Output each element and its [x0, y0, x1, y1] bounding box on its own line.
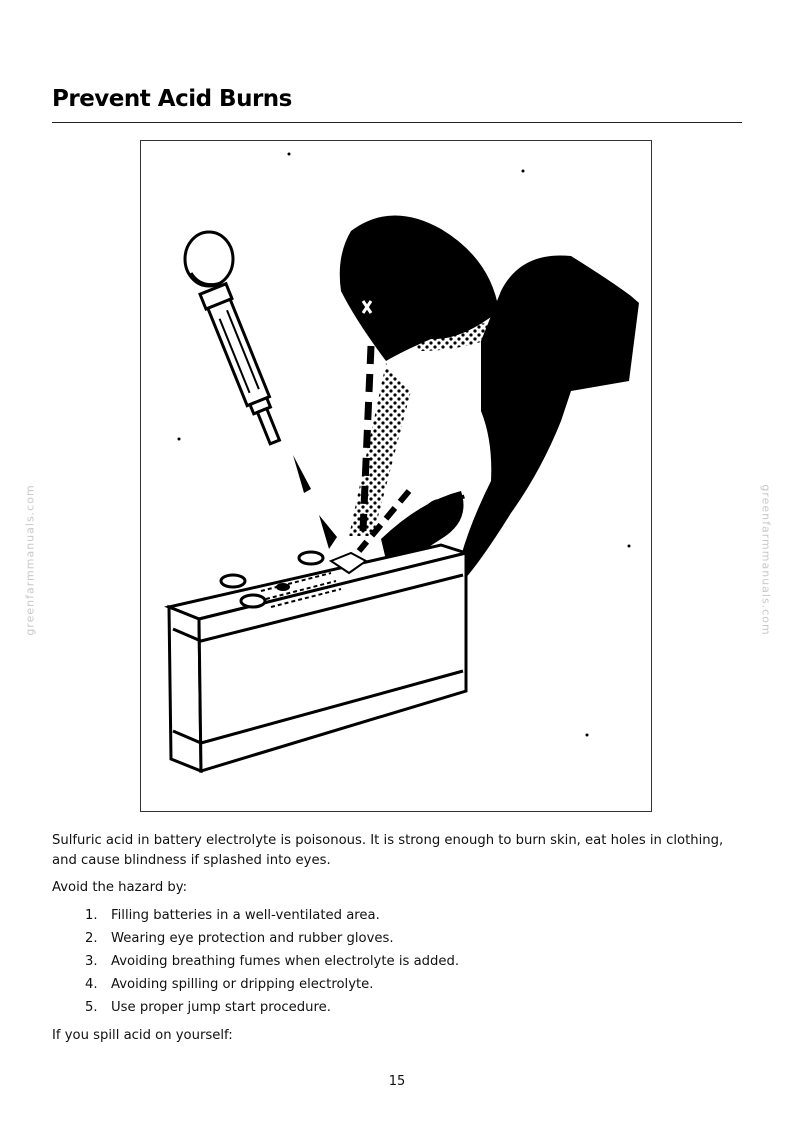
title-divider [52, 122, 742, 123]
hydrometer-icon [185, 232, 288, 447]
list-text: Filling batteries in a well-ventilated area. [111, 908, 380, 923]
list-number: 1. [85, 908, 98, 923]
page-title: Prevent Acid Burns [52, 86, 292, 112]
acid-drop-icon [319, 515, 337, 549]
acid-burn-illustration [140, 140, 652, 812]
page-number: 15 [388, 1074, 406, 1089]
list-number: 3. [85, 954, 98, 969]
list-number: 5. [85, 1000, 98, 1015]
battery-icon [169, 545, 466, 771]
list-text: Wearing eye protection and rubber gloves. [111, 931, 394, 946]
acid-drop-icon [293, 455, 311, 493]
battery-acid-hazard-drawing [141, 141, 651, 811]
intro-paragraph: Sulfuric acid in battery electrolyte is poisonous. It is strong enough to burn skin, eat holes in clothing, and cause blindness if splashed into eyes. [52, 833, 724, 868]
list-text: Avoiding breathing fumes when electrolyte is added. [111, 954, 460, 969]
spill-lead-text: If you spill acid on yourself: [52, 1028, 233, 1043]
watermark-left: greenfarmmanuals.com [23, 484, 37, 636]
list-number: 4. [85, 977, 98, 992]
list-text: Avoiding spilling or dripping electrolyte. [111, 977, 374, 992]
avoid-lead-text: Avoid the hazard by: [52, 880, 188, 895]
list-number: 2. [85, 931, 98, 946]
watermark-right: greenfarmmanuals.com [759, 484, 773, 636]
list-text: Use proper jump start procedure. [111, 1000, 331, 1015]
person-silhouette-icon [340, 215, 639, 581]
